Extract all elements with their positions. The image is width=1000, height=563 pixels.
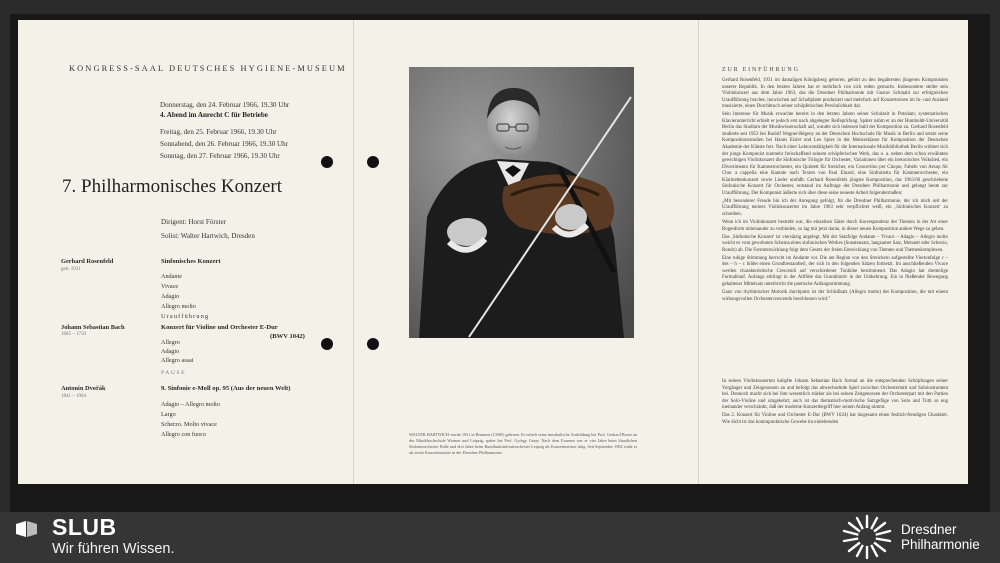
composer-lifespan: 1685 – 1750 bbox=[61, 332, 86, 337]
concert-title: 7. Philharmonisches Konzert bbox=[62, 176, 283, 197]
movement: Scherzo. Molto vivace bbox=[161, 421, 217, 428]
composer-name: Gerhard Rosenfeld bbox=[61, 258, 114, 265]
movement: Allegro molto bbox=[161, 303, 196, 310]
intro-paragraph: Sein Interesse für Musik erwachte bereits in den letzten Jahren seiner Schulzeit in Potsdam; systematischen Klavierunterricht erhielt er jedoch erst nach abgelegter Reifeprüfung. Später nahm er an der Humboldt-Universität Berlin das Studium der Musikwissenschaft auf, wandte sich indessen bald der Komposition zu. Gerhard Rosenfeld studierte seit 1953 bei Rudolf Wagner-Régeny an der Deutschen Hochschule für Musik in Berlin und setzte seine Kompositionsstudien bei Hanns Eisler und Leo Spies in der Meisterklasse für Komposition der Deutschen Akademie der Künste fort. Nach einer Lektoratstätigkeit für die Internationale Musikbibliothek Berlin widmet sich der junge Komponist nunmehr freischaffend seinem schöpferischen Werk, das u. a. neben dem schon erwähnten gewichtigen Violinkonzert die Sinfonische Trilogie für Orchester, Variationen über ein bretonisches Volkslied, ein Divertimento für Kammerorchester, ein Quintett für Streicher, ein Concertino per Cinque, Fabeln von Aesop für Chor a cappella eine Kantate nach Texten von Paul Eluard, eine Sinfonietta für Kammerorchester, ein Klarinettenkonzert sowie Lieder umfaßt. Gerhard Rosenfelds jüngste Komposition, das 1965/66 geschriebene Sinfonische Konzert für Orchester, entstand im Auftrage der Dresdner Philharmonie und gelangt heute zur Uraufführung. Der Komponist äußerte sich über diese seine neueste Arbeit folgendermaßen: bbox=[722, 112, 948, 196]
intro-paragraph: Das 2. Konzert für Violine und Orchester E-Dur (BWV 1024) hat insgesamt einen festlich-freudigen Charakter. Wie dicht ist das kontrapunktische Gewebe im einleitenden bbox=[722, 413, 948, 425]
violinist-photo bbox=[409, 67, 634, 338]
introduction-text-continued bbox=[722, 379, 948, 428]
intro-paragraph: „Mit besonderer Freude bin ich der Anregung gefolgt, für die Dresdner Philharmonie, der ich mich seit der Uraufführung meines Violinkonzertes im Jahre 1963 sehr verpflichtet weiß, ein ‚Sinfonisches Konzert' zu schreiben. bbox=[722, 198, 948, 217]
movement: Allegro bbox=[161, 339, 180, 346]
intro-paragraph: In seinen Violinkonzerten knüpfte Johann Sebastian Bach formal an die entsprechenden Schöpfungen seiner Vorgänger und Zeitgenossen an und befolgt das abwechselnde Spiel zwischen Orchestertutti und Soloinstrument bei. Dennoch macht sich bei ihm wesentlich stärker als bei seinen Zeitgenossen der Orchesterpart mit den Partien der Solo-Violine und umgekehrt; auch ist das thematisch-motivische Satzgefüge von Solo und Tutti so eng ineinander verschränkt, daß der moderne Konzertbegriff hier seinen Anfang nimmt. bbox=[722, 379, 948, 411]
punch-hole bbox=[367, 338, 379, 350]
work-title: Konzert für Violine und Orchester E-Dur bbox=[161, 324, 278, 331]
date-line: Sonntag, den 27. Februar 1966, 19.30 Uhr bbox=[160, 152, 280, 160]
movement: Andante bbox=[161, 273, 182, 280]
composer-lifespan: 1841 – 1904 bbox=[61, 394, 86, 399]
violinist-portrait-illustration bbox=[409, 67, 634, 338]
date-line: Donnerstag, den 24. Februar 1966, 19.30 Uhr bbox=[160, 101, 290, 109]
intro-paragraph: Eine ruhige Stimmung herrscht im Andante vor. Die am Beginn von den Streichern aufgestellte Viertonfolge c – des – h – c bildet einen Grundbestandteil, der sich in den folgenden Sätzen fortsetzt. Im anschließenden Vivace werden charakteristische Crescendi auf verschiedener Tonhöhe bestimmend. Das Adagio hat dreiteilige Formablauf. Anfangs erklingt in der Altflöte das Grundmotiv in der Umkehrung. Ein in fließender Bewegung gehaltener Mittelsatz unterbricht die poetische Anfangsstimmung. bbox=[722, 255, 948, 287]
brand-line: Philharmonie bbox=[901, 537, 980, 552]
program-leaflet bbox=[18, 20, 968, 484]
movement: Largo bbox=[161, 411, 176, 418]
venue-heading: KONGRESS-SAAL DEUTSCHES HYGIENE-MUSEUM bbox=[69, 64, 347, 73]
slub-logo-icon[interactable] bbox=[14, 521, 39, 537]
date-line: Sonnabend, den 26. Februar 1966, 19.30 Uhr bbox=[160, 140, 289, 148]
slub-tagline: Wir führen Wissen. bbox=[52, 541, 175, 557]
movement: Allegro con fuoco bbox=[161, 431, 207, 438]
dresdner-philharmonie-logo-icon[interactable] bbox=[841, 514, 893, 560]
fold-line-left bbox=[353, 20, 354, 484]
intro-paragraph: Das ‚Sinfonische Konzert' ist viersätzig angelegt. Mit der Satzfolge Andante – Vivace – Adagio – Allegro molto weicht es vom gewohnten Schema eines sinfonischen Werkes (Sonatensatz, langsamer Satz, Menuett oder Scherzo, Rondo) ab. Die Formentwicklung folgt dem Gesetz der freien Entwicklung von Themen und Themenkomplexen. bbox=[722, 234, 948, 253]
fold-line-right bbox=[698, 20, 699, 484]
composer-name: Antonín Dvořák bbox=[61, 385, 106, 392]
composer-lifespan: geb. 1931 bbox=[61, 267, 81, 272]
conductor: Dirigent: Horst Förster bbox=[161, 218, 227, 226]
movement: Allegro assai bbox=[161, 357, 194, 364]
slub-brand[interactable]: SLUB bbox=[52, 514, 117, 540]
photo-caption: WALTER HARTWICH wurde 1931 in Brunnen (CSSR) geboren. Er erhielt seine musikalische Ausbildung bei Prof. Gerhard Bosse an der Musikhochschule Weimar und Leipzig, später bei Prof. György Garay. Nach dem Examen war er vier Jahre beim Staatlichen Sinfonieorchester Halle und drei Jahre beim Rundfunksinfonieorchester Leipzig als Konzertmeister tätig. Seit September 1962 wirkt er als erster Konzertmeister in der Dresdner Philharmonie. bbox=[409, 432, 637, 455]
dresdner-philharmonie-brand[interactable] bbox=[901, 522, 980, 552]
movement: Adagio bbox=[161, 348, 180, 355]
movement: Adagio bbox=[161, 293, 180, 300]
soloist: Solist: Walter Hartwich, Dresden bbox=[161, 232, 255, 240]
subscription-note: 4. Abend im Anrecht C für Betriebe bbox=[160, 111, 268, 119]
intro-paragraph: Wenn ich im Violinkonzert bestrebt war, die einzelnen Sätze durch Korrespondenz der Themen in der Art einer Bogenform miteinander zu verbinden, so lag mir jetzt daran, in dieser neuen Komposition andere Wege zu gehen. bbox=[722, 219, 948, 232]
intermission-label: PAUSE bbox=[161, 370, 187, 376]
intro-paragraph: Gerhard Rosenfeld, 1931 im damaligen Königsberg geboren, gehört zu den begabtesten jüngeren Komponisten unserer Republik. In den letzten Jahren hat er mehrfach von sich reden gemacht. Insbesondere stellte sein Violinkonzert aus dem Jahre 1963, das die Dresdner Philharmonie mit Gustav Schmahl zur erfolgreichen Uraufführung brachte, inzwischen auf Schallplatte produziert und mehrfach auf Konzertreisen im In- und Ausland musizierte, einen Durchbruch seiner schöpferischen Persönlichkeit dar. bbox=[722, 78, 948, 110]
brand-line: Dresdner bbox=[901, 522, 957, 537]
intro-paragraph: Ganz von rhythmischer Motorik durchpulst ist der Schlußsatz (Allegro molto) der Komposition, die mit einem wirkungsvollen Orchestercrescendo beschlossen wird." bbox=[722, 289, 948, 302]
work-title: 9. Sinfonie e-Moll op. 95 (Aus der neuen Welt) bbox=[161, 385, 291, 392]
composer-name: Johann Sebastian Bach bbox=[61, 324, 125, 331]
introduction-text bbox=[722, 78, 948, 305]
movement: Adagio – Allegro molto bbox=[161, 401, 220, 408]
movement: Vivace bbox=[161, 283, 179, 290]
date-line: Freitag, den 25. Februar 1966, 19.30 Uhr bbox=[160, 128, 277, 136]
punch-hole bbox=[321, 156, 333, 168]
premiere-note: Uraufführung bbox=[161, 313, 210, 320]
punch-hole bbox=[367, 156, 379, 168]
introduction-heading: ZUR EINFÜHRUNG bbox=[722, 67, 800, 73]
work-title: Sinfonisches Konzert bbox=[161, 258, 221, 265]
punch-hole bbox=[321, 338, 333, 350]
work-catalog-number: (BWV 1042) bbox=[270, 333, 305, 340]
